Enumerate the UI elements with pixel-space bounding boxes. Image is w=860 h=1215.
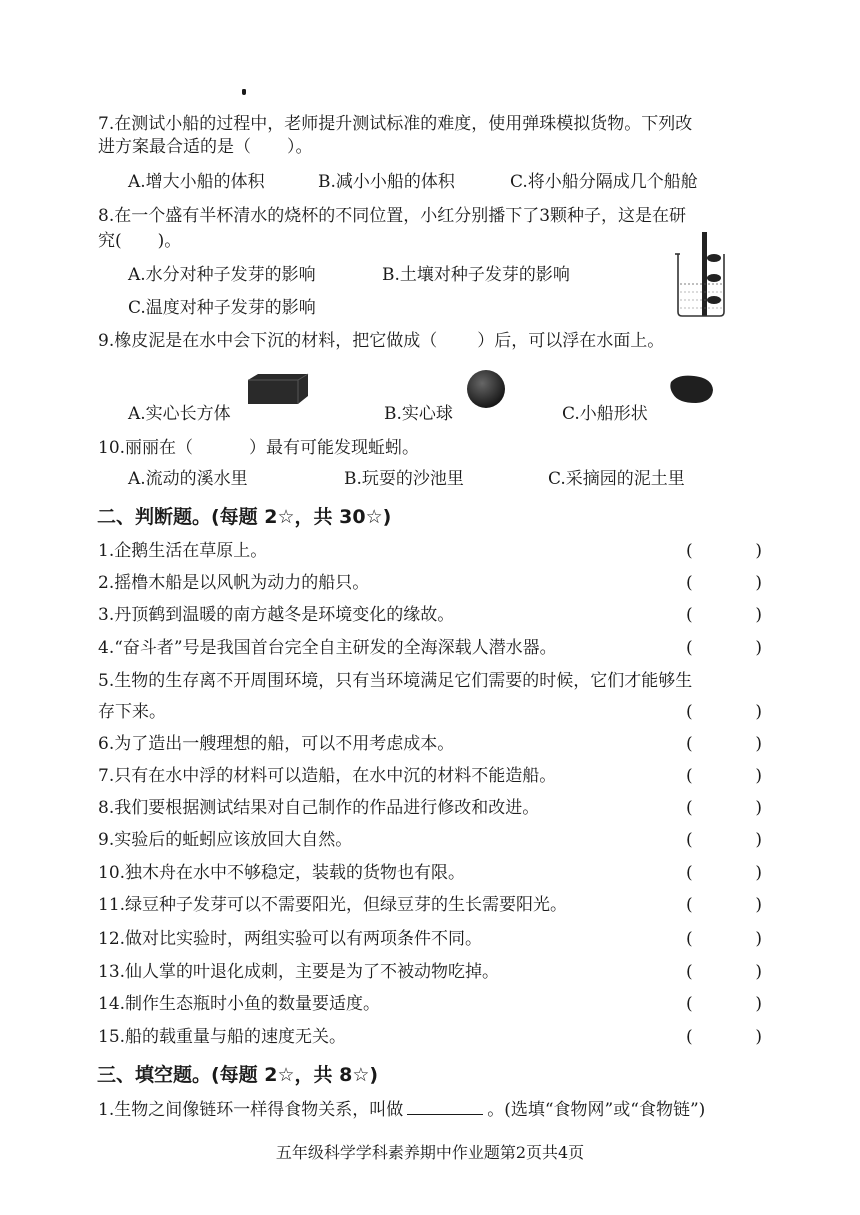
judge-answer-parens[interactable] xyxy=(686,765,762,787)
judge-item: 1.企鹅生活在草原上。 xyxy=(98,541,268,561)
solid-cuboid-image xyxy=(244,372,312,406)
judge-answer-parens[interactable] xyxy=(686,637,762,659)
paren-close: ) xyxy=(755,638,762,658)
paren-open: ( xyxy=(686,830,693,850)
q9-stem-a: 9.橡皮泥是在水中会下沉的材料，把它做成（ xyxy=(98,331,438,351)
paren-open: ( xyxy=(686,605,693,625)
page-footer: 五年级科学学科素养期中作业题第2页共4页 xyxy=(275,1143,585,1162)
judge-item: 2.摇橹木船是以风帆为动力的船只。 xyxy=(98,573,370,593)
fill-q1-text-b: 。(选填“食物网”或“食物链”) xyxy=(487,1100,706,1120)
paren-close: ) xyxy=(755,1027,762,1047)
q7-option-c: C.将小船分隔成几个船舱 xyxy=(510,172,698,192)
paren-open: ( xyxy=(686,702,693,722)
q9-option-a: A.实心长方体 xyxy=(128,404,231,424)
judge-answer-parens[interactable] xyxy=(686,928,762,950)
paren-close: ) xyxy=(755,541,762,561)
fill-q1 xyxy=(98,1099,705,1121)
paren-close: ) xyxy=(755,895,762,915)
paren-open: ( xyxy=(686,798,693,818)
judge-item: 10.独木舟在水中不够稳定，装载的货物也有限。 xyxy=(98,863,466,883)
fill-section-heading: 三、填空题。(每题 2☆，共 8☆) xyxy=(97,1064,379,1086)
q8-stem-cont xyxy=(98,230,181,252)
judge-answer-parens[interactable] xyxy=(686,894,762,916)
q7-stem-cont xyxy=(98,136,313,158)
judge-item: 12.做对比实验时，两组实验可以有两项条件不同。 xyxy=(98,929,483,949)
q9-option-c: C.小船形状 xyxy=(562,404,648,424)
paren-close: ) xyxy=(755,605,762,625)
paren-close: ) xyxy=(755,734,762,754)
q10-stem xyxy=(98,437,419,459)
q9-stem-b: ）后，可以浮在水面上。 xyxy=(477,331,665,351)
judge-answer-parens[interactable] xyxy=(686,862,762,884)
q7-stem-cont-a: 进方案最合适的是（ xyxy=(98,137,251,157)
paren-open: ( xyxy=(686,541,693,561)
paren-open: ( xyxy=(686,994,693,1014)
paren-open: ( xyxy=(686,638,693,658)
judge-answer-parens[interactable] xyxy=(686,829,762,851)
judge-item: 6.为了造出一艘理想的船，可以不用考虑成本。 xyxy=(98,734,455,754)
paren-close: ) xyxy=(755,929,762,949)
q7-stem: 7.在测试小船的过程中，老师提升测试标准的难度，使用弹珠模拟货物。下列改 xyxy=(98,114,693,134)
paren-open: ( xyxy=(686,1027,693,1047)
judge-item: 9.实验后的蚯蚓应该放回大自然。 xyxy=(98,830,353,850)
q7-option-a: A.增大小船的体积 xyxy=(128,172,265,192)
paren-close: ) xyxy=(755,962,762,982)
paren-close: ) xyxy=(755,766,762,786)
paren-open: ( xyxy=(686,573,693,593)
judge-item: 4.“奋斗者”号是我国首台完全自主研发的全海深载人潜水器。 xyxy=(98,638,557,658)
beaker-with-seeds-image xyxy=(672,228,728,320)
paren-close: ) xyxy=(755,702,762,722)
q10-stem-b: ）最有可能发现蚯蚓。 xyxy=(249,438,420,458)
judge-item: 15.船的载重量与船的速度无关。 xyxy=(98,1027,347,1047)
judge-item: 8.我们要根据测试结果对自己制作的作品进行修改和改进。 xyxy=(98,798,540,818)
q8-option-c: C.温度对种子发芽的影响 xyxy=(128,298,316,318)
paren-open: ( xyxy=(686,863,693,883)
q10-stem-a: 10.丽丽在（ xyxy=(98,438,194,458)
paren-close: ) xyxy=(755,830,762,850)
boat-shape-image xyxy=(668,372,716,406)
judge-item: 存下来。 xyxy=(98,702,166,722)
q8-stem: 8.在一个盛有半杯清水的烧杯的不同位置，小红分别播下了3颗种子，这是在研 xyxy=(98,206,687,226)
judge-item: 5.生物的生存离不开周围环境，只有当环境满足它们需要的时候，它们才能够生 xyxy=(98,671,693,691)
judge-answer-parens[interactable] xyxy=(686,701,762,723)
q9-option-b: B.实心球 xyxy=(384,404,453,424)
paren-open: ( xyxy=(686,895,693,915)
scan-speck xyxy=(242,89,246,95)
paren-close: ) xyxy=(755,798,762,818)
fill-q1-text-a: 1.生物之间像链环一样得食物关系，叫做 xyxy=(98,1100,404,1120)
q8-stem-cont-b: )。 xyxy=(157,231,182,251)
judge-answer-parens[interactable] xyxy=(686,993,762,1015)
judge-answer-parens[interactable] xyxy=(686,1026,762,1048)
judge-item: 14.制作生态瓶时小鱼的数量要适度。 xyxy=(98,994,381,1014)
paren-open: ( xyxy=(686,734,693,754)
solid-ball-image xyxy=(464,368,508,410)
judge-answer-parens[interactable] xyxy=(686,604,762,626)
judge-answer-parens[interactable] xyxy=(686,961,762,983)
q7-stem-cont-b: ）。 xyxy=(287,137,313,157)
q10-option-b: B.玩耍的沙池里 xyxy=(344,469,464,489)
q10-option-c: C.采摘园的泥土里 xyxy=(548,469,685,489)
q8-option-b: B.土壤对种子发芽的影响 xyxy=(382,265,570,285)
judge-section-heading: 二、判断题。(每题 2☆，共 30☆) xyxy=(97,506,392,528)
q10-option-a: A.流动的溪水里 xyxy=(128,469,248,489)
q7-option-b: B.减小小船的体积 xyxy=(318,172,455,192)
judge-item: 7.只有在水中浮的材料可以造船，在水中沉的材料不能造船。 xyxy=(98,766,557,786)
paren-open: ( xyxy=(686,929,693,949)
judge-answer-parens[interactable] xyxy=(686,733,762,755)
paren-close: ) xyxy=(755,863,762,883)
judge-answer-parens[interactable] xyxy=(686,797,762,819)
paren-open: ( xyxy=(686,962,693,982)
fill-q1-answer-blank[interactable] xyxy=(407,1099,483,1115)
q8-option-a: A.水分对种子发芽的影响 xyxy=(128,265,316,285)
judge-answer-parens[interactable] xyxy=(686,572,762,594)
judge-item: 3.丹顶鹤到温暖的南方越冬是环境变化的缘故。 xyxy=(98,605,455,625)
judge-item: 13.仙人掌的叶退化成刺，主要是为了不被动物吃掉。 xyxy=(98,962,500,982)
q8-stem-cont-a: 究( xyxy=(98,231,122,251)
judge-item: 11.绿豆种子发芽可以不需要阳光，但绿豆芽的生长需要阳光。 xyxy=(98,895,568,915)
q9-stem xyxy=(98,330,664,352)
judge-answer-parens[interactable] xyxy=(686,540,762,562)
paren-close: ) xyxy=(755,573,762,593)
paren-close: ) xyxy=(755,994,762,1014)
paren-open: ( xyxy=(686,766,693,786)
